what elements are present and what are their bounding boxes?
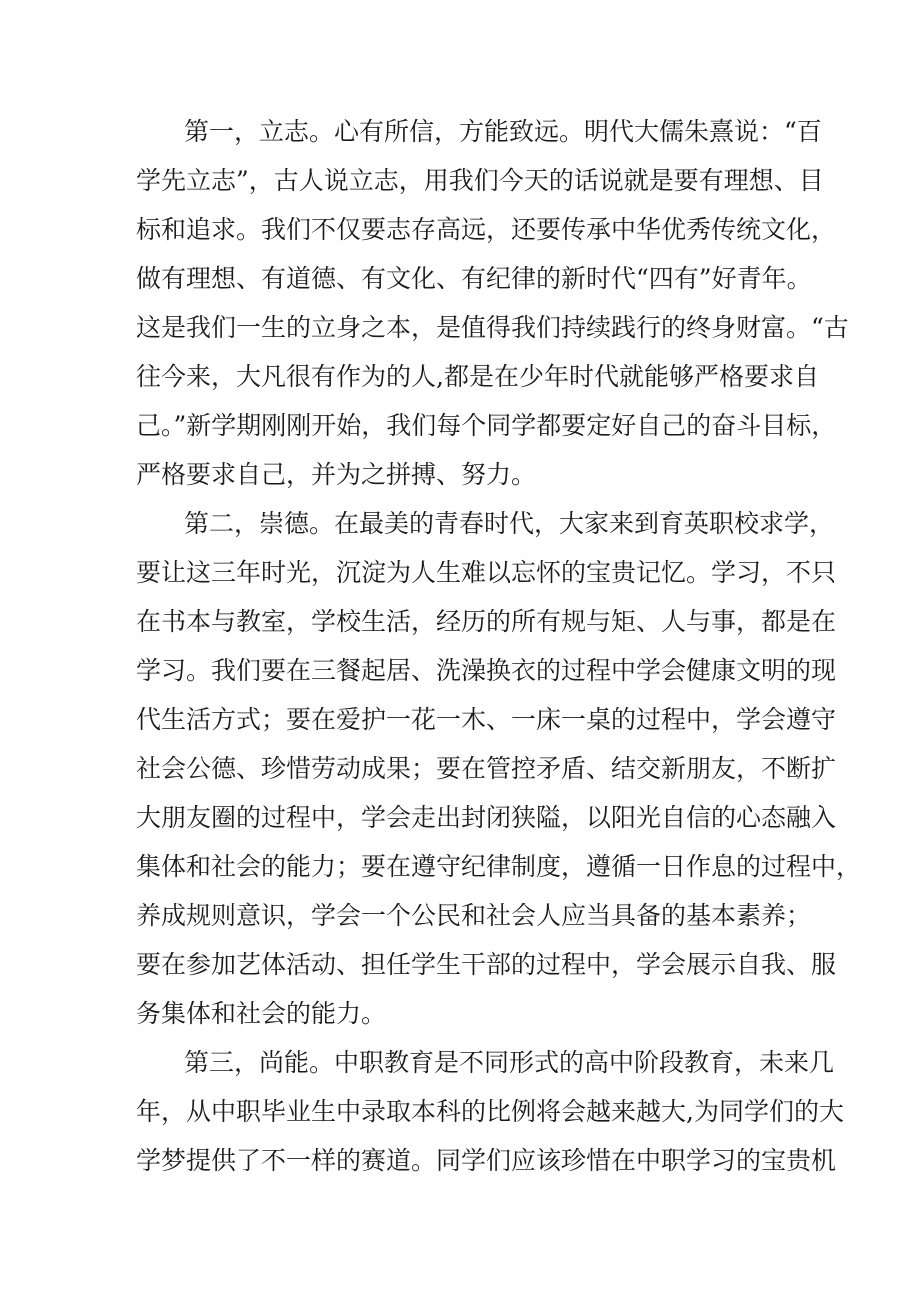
text-line: 学习。我们要在三餐起居、洗澡换衣的过程中学会健康文明的现: [136, 656, 837, 685]
text-line: 第三，尚能。中职教育是不同形式的高中阶段教育，未来几: [184, 1048, 835, 1077]
text-line: 第二，崇德。在最美的青春时代，大家来到育英职校求学，: [184, 509, 835, 538]
paragraph-3: [136, 1038, 844, 1185]
document-body: [136, 107, 862, 1185]
paragraph-1: [136, 107, 849, 499]
text-line: 学梦提供了不一样的赛道。同学们应该珍惜在中职学习的宝贵机: [136, 1146, 837, 1175]
text-line: 要在参加艺体活动、担任学生干部的过程中，学会展示自我、服: [136, 950, 837, 979]
text-line: 年，从中职毕业生中录取本科的比例将会越来越大,为同学们的大: [136, 1097, 844, 1126]
text-line: 往今来，大凡很有作为的人,都是在少年时代就能够严格要求自: [136, 362, 819, 391]
text-line: 集体和社会的能力；要在遵守纪律制度，遵循一日作息的过程中，: [136, 852, 862, 881]
text-line: 标和追求。我们不仅要志存高远，还要传承中华优秀传统文化，: [136, 215, 837, 244]
text-line: 做有理想、有道德、有文化、有纪律的新时代“四有”好青年。: [136, 264, 812, 293]
text-line: 在书本与教室，学校生活，经历的所有规与矩、人与事，都是在: [136, 607, 837, 636]
paragraph-2: [136, 499, 862, 1038]
text-line: 养成规则意识，学会一个公民和社会人应当具备的基本素养；: [136, 901, 812, 930]
text-line: 这是我们一生的立身之本，是值得我们持续践行的终身财富。“古: [136, 313, 849, 342]
text-line: 要让这三年时光，沉淀为人生难以忘怀的宝贵记忆。学习，不只: [136, 558, 837, 587]
text-line: 严格要求自己，并为之拼搏、努力。: [136, 460, 537, 489]
text-line: 学先立志”，古人说立志，用我们今天的话说就是要有理想、目: [136, 166, 824, 195]
text-line: 大朋友圈的过程中，学会走出封闭狭隘，以阳光自信的心态融入: [136, 803, 837, 832]
text-line: 社会公德、珍惜劳动成果；要在管控矛盾、结交新朋友，不断扩: [136, 754, 837, 783]
text-line: 务集体和社会的能力。: [136, 999, 387, 1028]
text-line: 代生活方式；要在爱护一花一木、一床一桌的过程中，学会遵守: [136, 705, 837, 734]
text-line: 第一，立志。心有所信，方能致远。明代大儒朱熹说：“百: [184, 117, 822, 146]
text-line: 己。”新学期刚刚开始，我们每个同学都要定好自己的奋斗目标，: [136, 411, 837, 440]
